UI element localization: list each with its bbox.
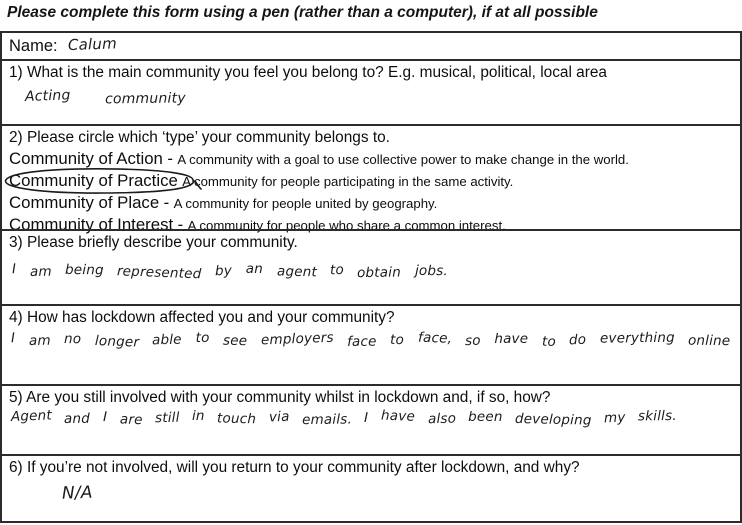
option-name: Community of Practice	[9, 171, 178, 190]
question-2-label: 2) Please circle which ‘type’ your community belongs to.	[9, 129, 390, 146]
name-label: Name:	[9, 36, 58, 55]
option-community-of-place	[9, 192, 740, 214]
option-community-of-action	[9, 148, 740, 170]
option-name: Community of Interest	[9, 215, 174, 234]
option-separator: -	[167, 149, 173, 168]
community-form	[0, 31, 742, 523]
option-separator: -	[177, 215, 184, 234]
question-6-section	[2, 454, 740, 521]
name-value-handwritten: Calum	[67, 34, 117, 55]
option-name: Community of Action	[9, 149, 163, 168]
question-1-section	[2, 59, 740, 124]
option-description: A community for people who share a common interest.	[187, 218, 506, 233]
question-6-answer-handwritten: N/A	[61, 482, 93, 504]
question-4-answer-handwritten: I am no longer able to see employers face to face, so have to do everything online	[10, 329, 731, 351]
question-3-label: 3) Please briefly describe your community.	[9, 234, 298, 251]
form-instruction: Please complete this form using a pen (rather than a computer), if at all possible	[7, 4, 598, 21]
question-4-section	[2, 304, 740, 384]
question-1-answer-handwritten: Acting community	[24, 87, 187, 108]
question-5-section	[2, 384, 740, 454]
question-3-section	[2, 229, 740, 304]
option-community-of-practice	[9, 170, 740, 192]
question-6-label: 6) If you’re not involved, will you return to your community after lockdown, and why?	[9, 459, 580, 476]
option-description: A community for people participating in the same activity.	[182, 174, 514, 189]
question-3-answer-handwritten: I am being represented by an agent to obtain jobs.	[11, 261, 448, 283]
question-5-answer-handwritten: Agent and I are still in touch via emails. I have also been developing my skills.	[10, 407, 678, 429]
circled-option-wrapper	[9, 170, 178, 192]
option-separator: -	[163, 193, 170, 212]
option-name: Community of Place	[9, 193, 160, 212]
question-1-label: 1) What is the main community you feel you belong to? E.g. musical, political, local area	[9, 64, 607, 81]
question-4-label: 4) How has lockdown affected you and your community?	[9, 309, 395, 326]
name-field-row	[2, 33, 740, 59]
question-5-label: 5) Are you still involved with your community whilst in lockdown and, if so, how?	[9, 389, 551, 406]
option-description: A community for people united by geography.	[173, 196, 438, 211]
question-2-section	[2, 124, 740, 234]
option-description: A community with a goal to use collective power to make change in the world.	[177, 152, 629, 167]
